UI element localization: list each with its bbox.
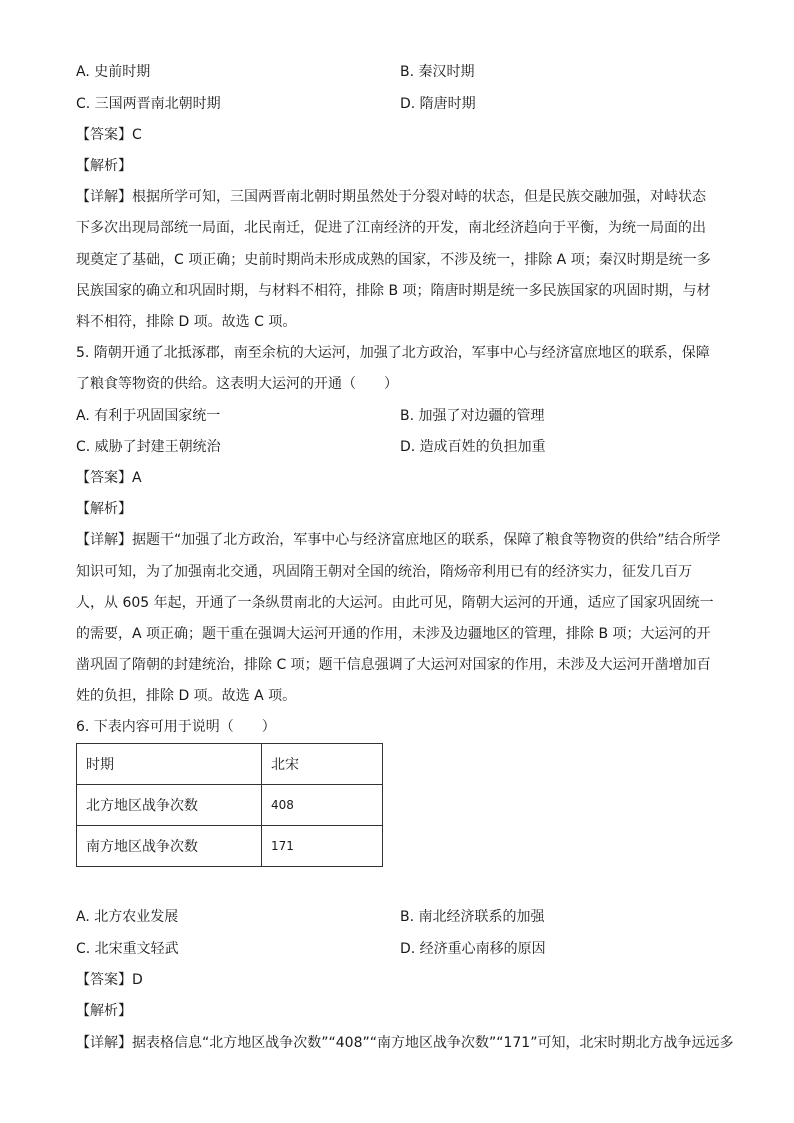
table-header-cell: 时期 [77, 744, 262, 785]
q4-detail-line: 料不相符，排除 D 项。故选 C 项。 [76, 314, 297, 330]
table-row [77, 826, 383, 867]
q4-detail-line: 现奠定了基础，C 项正确；史前时期尚未形成成熟的国家，不涉及统一，排除 A 项；秦汉时期是统一多 [76, 252, 711, 268]
q5-answer: 【答案】A [76, 470, 142, 486]
q6-option-c: C. 北宋重文轻武 [76, 941, 179, 957]
q5-option-b: B. 加强了对边疆的管理 [400, 408, 545, 424]
q4-analysis-label: 【解析】 [76, 158, 132, 174]
q6-answer: 【答案】D [76, 972, 143, 988]
q4-detail-line: 民族国家的确立和巩固时期，与材料不相符，排除 B 项；隋唐时期是统一多民族国家的巩固时期，与材 [76, 283, 711, 299]
q5-option-d: D. 造成百姓的负担加重 [400, 439, 546, 455]
table-cell: 南方地区战争次数 [77, 826, 262, 867]
q6-option-b: B. 南北经济联系的加强 [400, 909, 545, 925]
q5-analysis-label: 【解析】 [76, 501, 132, 517]
q4-option-a: A. 史前时期 [76, 64, 151, 80]
table-cell: 北方地区战争次数 [77, 785, 262, 826]
table-cell: 408 [262, 785, 383, 826]
q5-detail-line: 姓的负担，排除 D 项。故选 A 项。 [76, 688, 297, 704]
q4-answer: 【答案】C [76, 127, 142, 143]
q6-stem: 6. 下表内容可用于说明（ ） [76, 719, 276, 735]
table-header-cell: 北宋 [262, 744, 383, 785]
q5-option-c: C. 威胁了封建王朝统治 [76, 439, 221, 455]
q5-detail-line: 的需要，A 项正确；题干重在强调大运河开通的作用，未涉及边疆地区的管理，排除 B 项；大运河的开 [76, 626, 711, 642]
q5-stem-line: 了粮食等物资的供给。这表明大运河的开通（ ） [76, 376, 398, 392]
table-cell: 171 [262, 826, 383, 867]
q5-detail-line: 人，从 605 年起，开通了一条纵贯南北的大运河。由此可见，隋朝大运河的开通，适应了国家巩固统一 [76, 595, 714, 611]
q4-option-d: D. 隋唐时期 [400, 96, 476, 112]
table-row [77, 785, 383, 826]
q6-option-d: D. 经济重心南移的原因 [400, 941, 546, 957]
q5-detail-line: 凿巩固了隋朝的封建统治，排除 C 项；题干信息强调了大运河对国家的作用，未涉及大运河开凿增加百 [76, 657, 711, 673]
q4-detail-line: 【详解】根据所学可知，三国两晋南北朝时期虽然处于分裂对峙的状态，但是民族交融加强，对峙状态 [76, 189, 706, 205]
q6-option-a: A. 北方农业发展 [76, 909, 179, 925]
q6-data-table [76, 743, 383, 867]
q5-detail-line: 【详解】据题干“加强了北方政治，军事中心与经济富庶地区的联系，保障了粮食等物资的供给”结合所学 [76, 532, 721, 548]
q6-analysis-label: 【解析】 [76, 1003, 132, 1019]
q5-stem-line: 5. 隋朝开通了北抵涿郡，南至余杭的大运河，加强了北方政治，军事中心与经济富庶地区的联系，保障 [76, 345, 710, 361]
q4-detail-line: 下多次出现局部统一局面，北民南迁，促进了江南经济的开发，南北经济趋向于平衡，为统一局面的出 [76, 220, 706, 236]
q5-option-a: A. 有利于巩固国家统一 [76, 408, 221, 424]
q4-option-b: B. 秦汉时期 [400, 64, 475, 80]
q4-option-c: C. 三国两晋南北朝时期 [76, 96, 221, 112]
q6-detail-line: 【详解】据表格信息“北方地区战争次数”“408”“南方地区战争次数”“171”可知，北宋时期北方战争远远多 [76, 1035, 734, 1051]
table-header-row [77, 744, 383, 785]
q5-detail-line: 知识可知，为了加强南北交通，巩固隋王朝对全国的统治，隋炀帝利用已有的经济实力，征发几百万 [76, 564, 692, 580]
